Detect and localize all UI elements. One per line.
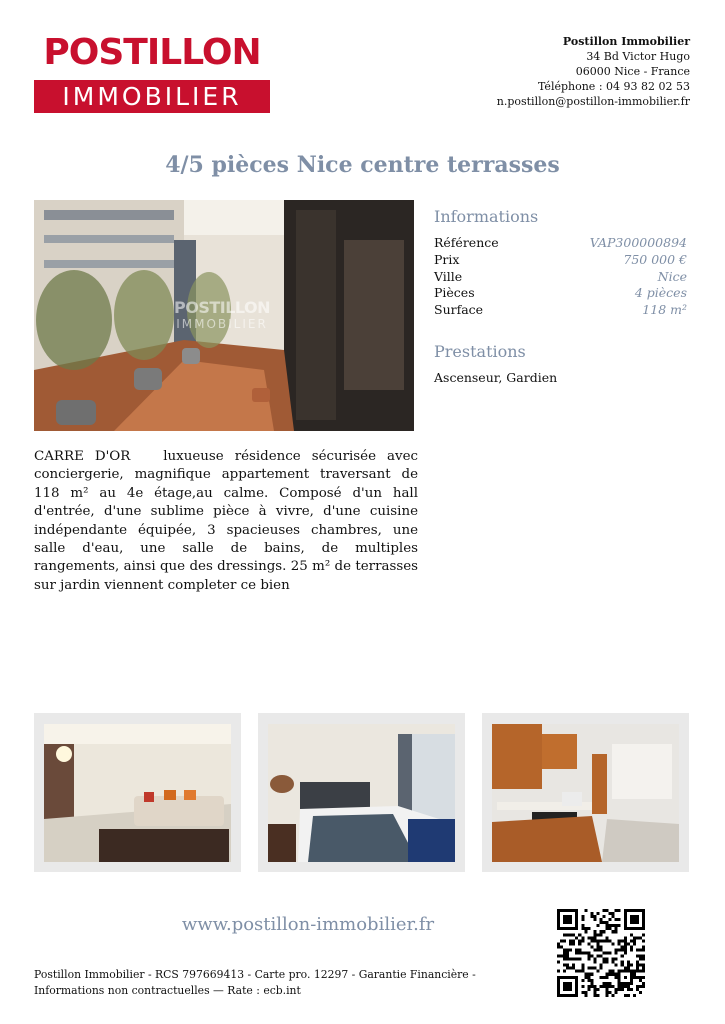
photo-watermark-sub: IMMOBILIER <box>176 317 268 331</box>
informations-heading: Informations <box>434 207 539 226</box>
info-row-ville <box>434 269 687 286</box>
info-row-prix <box>434 252 687 269</box>
listing-title: 4/5 pièces Nice centre terrasses <box>165 152 560 178</box>
photo-watermark: POSTILLON <box>174 298 271 317</box>
info-value: VAP300000894 <box>589 235 687 250</box>
info-value: 4 pièces <box>634 285 687 301</box>
info-row-reference <box>434 235 687 252</box>
website-link[interactable]: www.postillon-immobilier.fr <box>181 914 435 935</box>
qr-code-graphic <box>557 909 645 997</box>
main-photo-terrace <box>34 200 414 431</box>
agency-phone: Téléphone : 04 93 82 02 53 <box>537 80 690 93</box>
qr-code <box>557 909 645 997</box>
agency-contact <box>497 34 690 109</box>
logo-line2: IMMOBILIER <box>34 80 270 113</box>
kitchen-illustration <box>492 724 679 862</box>
company-logo <box>34 30 270 114</box>
info-label: Surface <box>434 302 484 318</box>
agency-city: 06000 Nice - France <box>575 65 690 78</box>
logo-line1: POSTILLON <box>43 32 261 73</box>
thumbnail-living-room <box>34 713 241 872</box>
info-value: 750 000 € <box>623 251 687 267</box>
living-room-illustration <box>44 724 231 862</box>
prestations-value: Ascenseur, Gardien <box>434 370 558 385</box>
agency-email: n.postillon@postillon-immobilier.fr <box>496 95 690 108</box>
info-row-surface <box>434 302 687 319</box>
info-label: Ville <box>434 268 463 284</box>
info-row-pieces <box>434 285 687 302</box>
info-label: Pièces <box>434 285 475 301</box>
info-label: Prix <box>434 251 460 267</box>
informations-table <box>434 235 687 319</box>
thumbnail-kitchen <box>482 713 689 872</box>
footer-legal: Postillon Immobilier - RCS 797669413 - Carte pro. 12297 - Garantie Financière - Informations non contractuelles — Rate : ecb.int <box>34 968 476 997</box>
listing-description: CARRE D'OR luxueuse résidence sécurisée avec conciergerie, magnifique appartement traversant de 118 m² au 4e étage,au calme. Composé d'un hall d'entrée, d'une sublime pièce à vivre, d'une cuisine indépendante équipée, 3 spacieuses chambres, une salle d'eau, une salle de bains, de multiples rangements, ainsi que des dressings. 25 m² de terrasses sur jardin viennent completer ce bien <box>34 449 427 593</box>
bedroom-illustration <box>268 724 455 862</box>
info-value: Nice <box>657 268 687 284</box>
info-value: 118 m² <box>642 302 687 318</box>
info-label: Référence <box>434 235 499 250</box>
prestations-heading: Prestations <box>434 342 526 361</box>
thumbnail-bedroom <box>258 713 465 872</box>
agency-address: 34 Bd Victor Hugo <box>586 50 690 63</box>
agency-name: Postillon Immobilier <box>562 35 690 48</box>
